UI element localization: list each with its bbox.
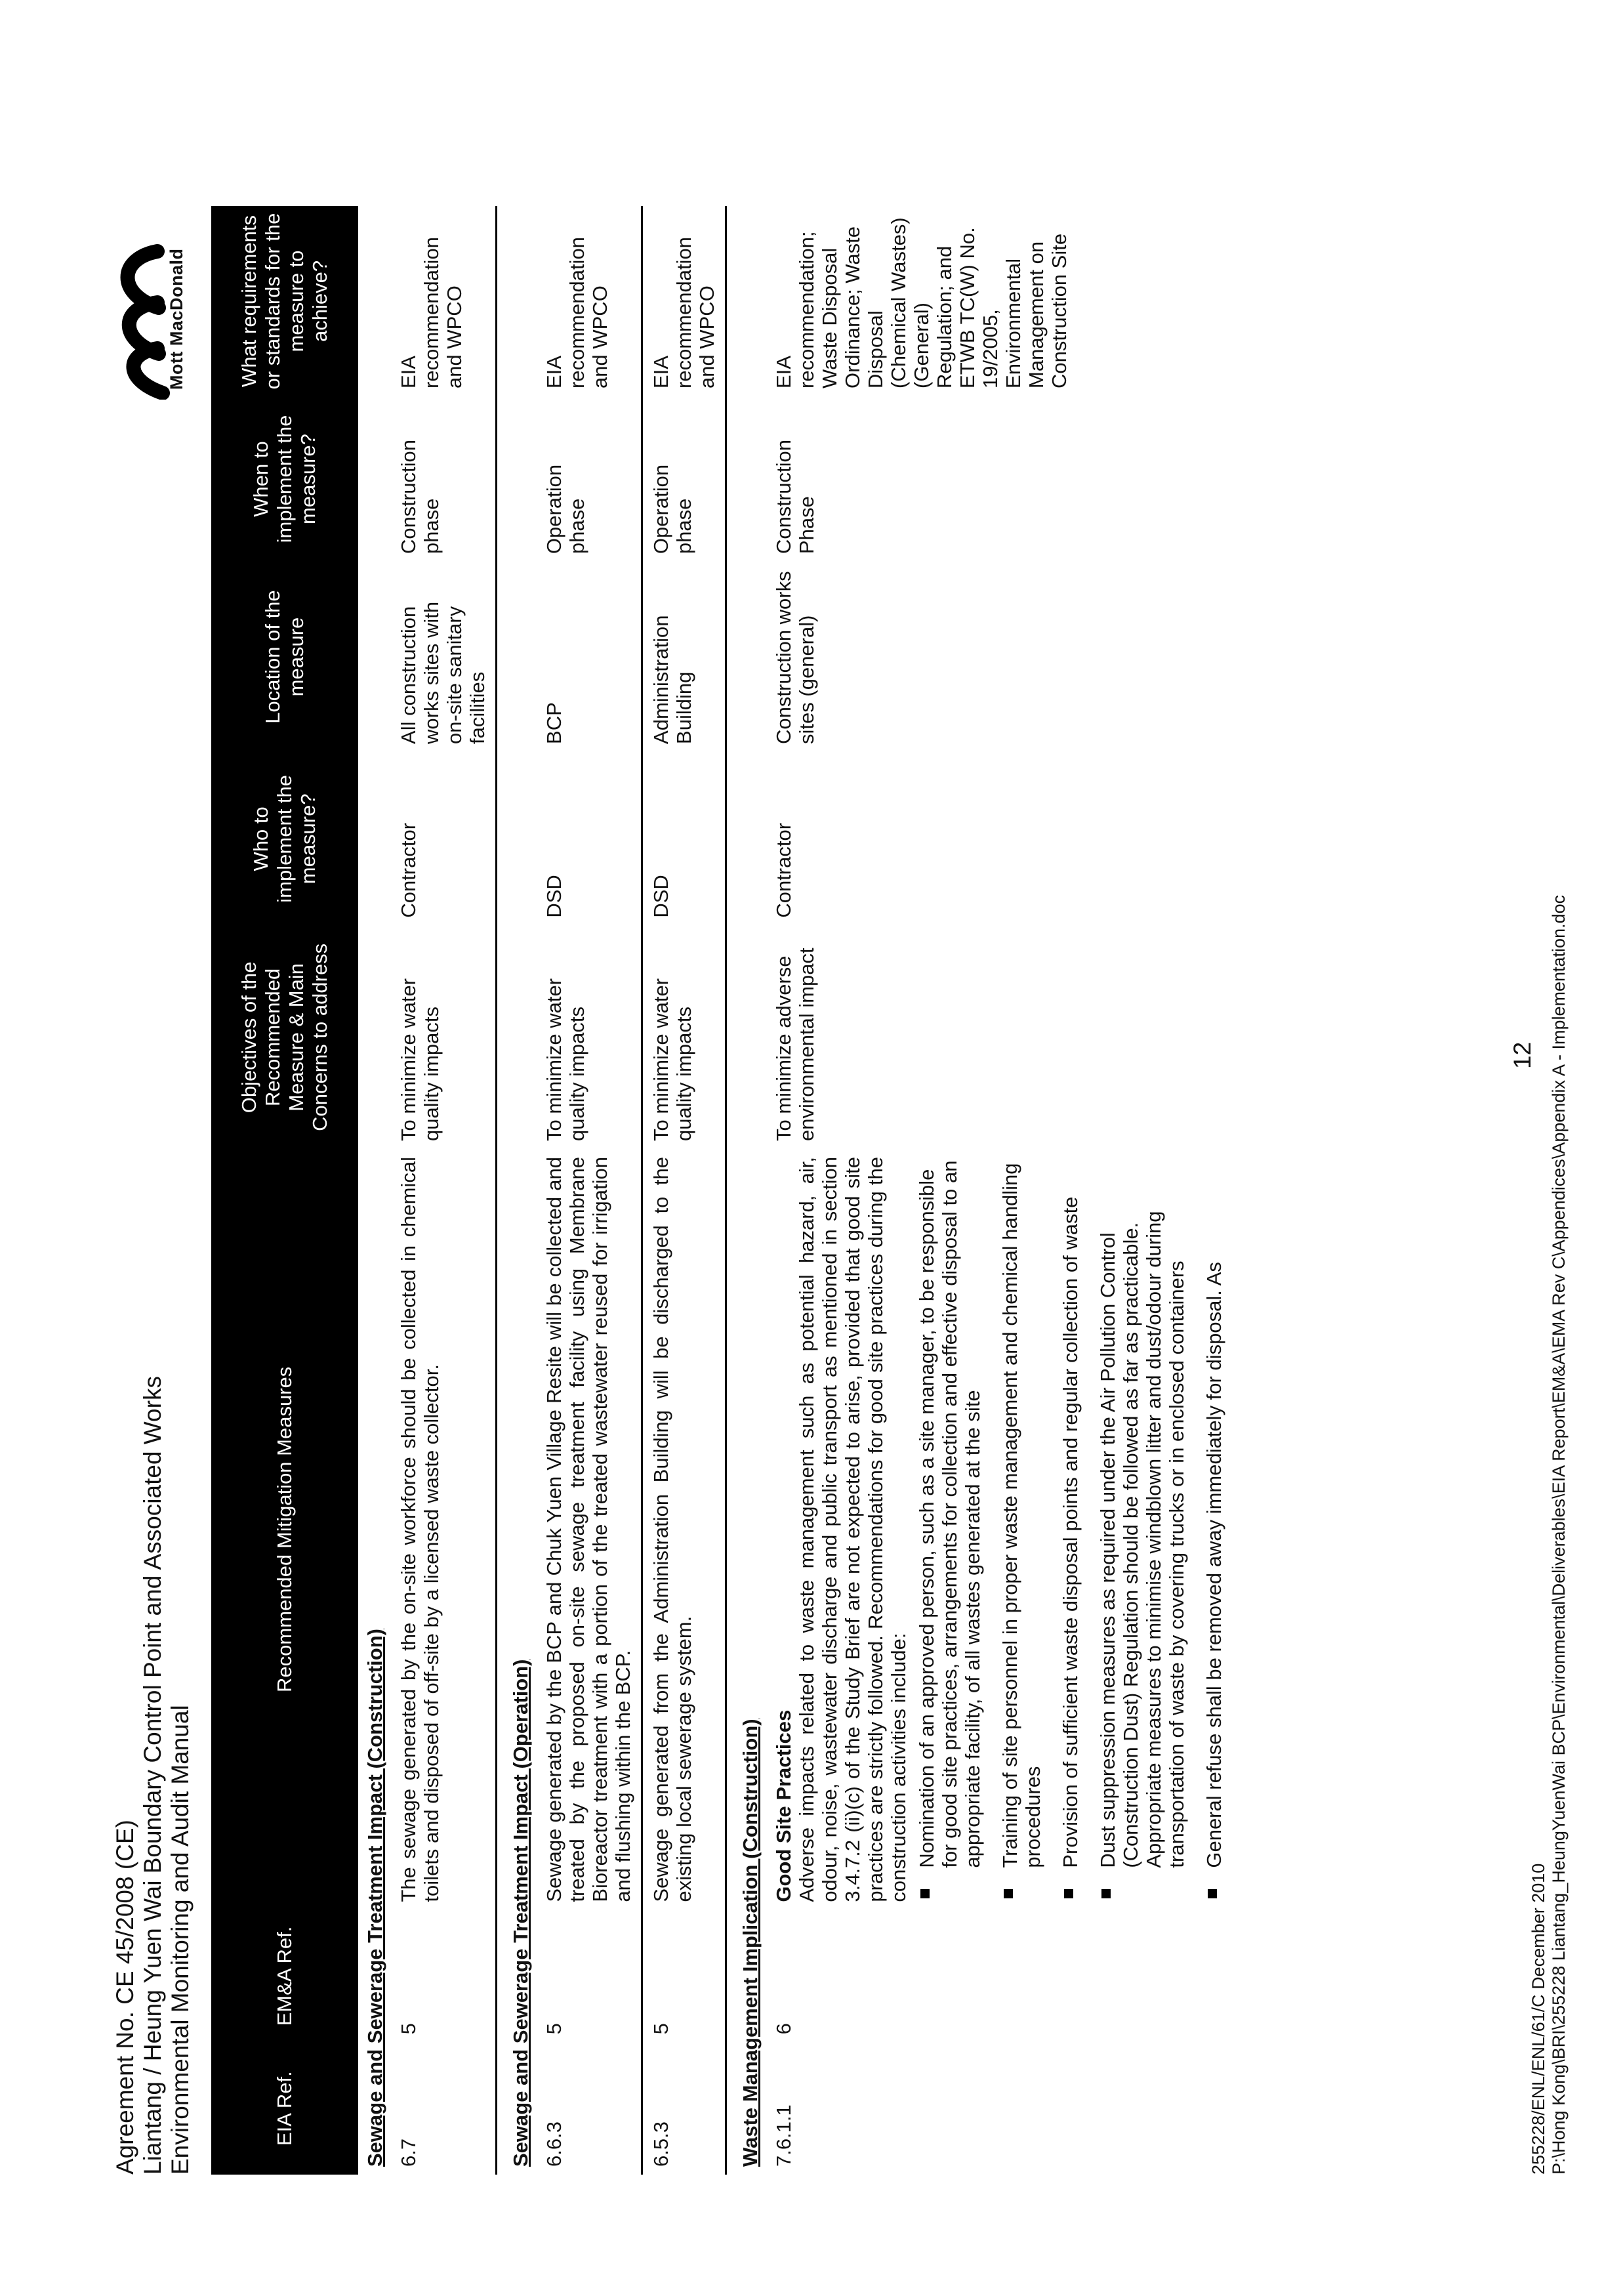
footer-reference: 255228/ENL/ENL/61/C December 2010: [1529, 1863, 1548, 2175]
list-item-text: Training of site personnel in proper waste management and chemical handling procedures: [998, 1163, 1044, 1868]
measure-text: Adverse impacts related to waste management such as potential hazard, air, odour, noise, wastewater discharge and public transport as mentioned in section 3.4.7.2 (ii)(c) of the Study Brief are not expected to arise, provided that good site practices are strictly followed. Recommendations for good site practices during the construction activities include:: [795, 1157, 910, 1902]
section-title: Sewage and Sewerage Treatment Impact (Construction): [363, 1629, 386, 2167]
objective-cell: To minimize water quality impacts: [536, 926, 642, 1149]
bullet-icon: [1004, 1889, 1013, 1898]
ema-ref-cell: 5: [642, 1910, 726, 2043]
col-when: When to implement the measure?: [211, 396, 358, 562]
eia-ref-cell: 7.6.1.1: [772, 2104, 795, 2167]
list-item-text: Provision of sufficient waste disposal points and regular collection of waste: [1059, 1196, 1082, 1868]
section-title: Sewage and Sewerage Treatment Impact (Operation): [509, 1659, 532, 2167]
objective-cell: To minimize water quality impacts: [642, 926, 726, 1149]
bullet-icon: [920, 1889, 930, 1898]
col-ema-ref: EM&A Ref.: [211, 1910, 358, 2043]
requirement-cell: EIA recommendation and WPCO: [390, 206, 497, 396]
divider: [726, 206, 734, 2175]
requirement-cell: EIA recommendation and WPCO: [536, 206, 642, 396]
table-row: [766, 206, 1246, 2175]
col-objectives: Objectives of the Recommended Measure & Main Concerns to address: [211, 926, 358, 1149]
agreement-number: Agreement No. CE 45/2008 (CE): [112, 1820, 138, 2175]
col-requirements: What requirements or standards for the measure to achieve?: [211, 206, 358, 396]
eia-ref-cell: 6.7: [390, 2042, 497, 2175]
requirement-cell: EIA recommendation and WPCO: [642, 206, 726, 396]
table-row: [642, 206, 726, 2175]
col-measures: Recommended Mitigation Measures: [211, 1149, 358, 1910]
manual-title: Environmental Monitoring and Audit Manual: [167, 1705, 194, 2175]
location-cell: Construction works sites (general): [772, 571, 818, 744]
ema-ref-cell: 5: [536, 1910, 642, 2043]
when-cell: Construction phase: [390, 396, 497, 562]
document-header: [112, 1376, 194, 2175]
measure-heading: Good Site Practices: [772, 1709, 795, 1902]
list-item-text: General refuse shall be removed away immediately for disposal. As: [1202, 1262, 1225, 1868]
list-item: [1202, 1157, 1225, 1868]
eia-ref-cell: 6.5.3: [642, 2042, 726, 2175]
when-cell: Construction Phase: [772, 440, 818, 554]
document-footer: [1529, 895, 1569, 2175]
col-location: Location of the measure: [211, 562, 358, 752]
requirement-cell: EIA recommendation; Waste Disposal Ordinance; Waste Disposal (Chemical Wastes) (General) Regulation; and ETWB TC(W) No. 19/2005, Environmental Management on Construction Site: [772, 217, 1071, 388]
footer-file-path: P:\Hong Kong\BRI\255228 Liantang_HeungYuenWai BCP\Environmental\Deliverables\EIA Report\EM&A\EMA Rev C\Appendices\Appendix A - Implementation.doc: [1549, 894, 1569, 2175]
bullet-icon: [1208, 1889, 1217, 1898]
ema-ref-cell: 5: [390, 1910, 497, 2043]
practice-list: [915, 1157, 1225, 1902]
section-heading-row: [504, 206, 536, 2175]
project-title: Liantang / Heung Yuen Wai Boundary Control Point and Associated Works: [139, 1376, 166, 2175]
list-item: [915, 1157, 984, 1868]
col-who: Who to implement the measure?: [211, 752, 358, 926]
table-row: [536, 206, 642, 2175]
who-cell: Contractor: [390, 752, 497, 926]
bullet-icon: [1101, 1889, 1111, 1898]
bullet-icon: [1064, 1889, 1073, 1898]
logo-wordmark: Mott MacDonald: [167, 248, 186, 390]
when-cell: Operation phase: [642, 396, 726, 562]
location-cell: BCP: [536, 562, 642, 752]
section-title: Waste Management Implication (Construction): [739, 1719, 762, 2167]
list-item: [1059, 1157, 1082, 1868]
measure-cell: Sewage generated by the BCP and Chuk Yuen Village Resite will be collected and treated by the proposed on-site sewage treatment facility using Membrane Bioreactor treatment with a portion of the treated wastewater reused for irrigation and flushing within the BCP.: [536, 1149, 642, 1910]
list-item-text: Nomination of an approved person, such as a site manager, to be responsible for good site practices, arrangements for collection and effective disposal to an appropriate facility, of all wastes generated at the site: [915, 1160, 984, 1868]
eia-ref-cell: 6.6.3: [536, 2042, 642, 2175]
measure-cell: The sewage generated by the on-site workforce should be collected in chemical toilets and disposed of off-site by a licensed waste collector.: [390, 1149, 497, 1910]
table-row: [390, 206, 497, 2175]
implementation-schedule-table: [211, 206, 1246, 2175]
section-heading-row: [733, 206, 766, 2175]
page-number: 12: [1509, 1041, 1536, 1069]
objective-cell: To minimize adverse environmental impact: [772, 948, 818, 1141]
who-cell: DSD: [642, 752, 726, 926]
list-item: [998, 1157, 1044, 1868]
who-cell: DSD: [536, 752, 642, 926]
list-item: [1096, 1157, 1188, 1868]
col-eia-ref: EIA Ref.: [211, 2042, 358, 2175]
location-cell: All construction works sites with on-site sanitary facilities: [390, 562, 497, 752]
list-item-text: Dust suppression measures as required under the Air Pollution Control (Construction Dust) Regulation should be followed as far as practicable. Appropriate measures to minimise windblown litter and dust/odour during transportation of waste by covering trucks or in enclosed containers: [1096, 1211, 1188, 1868]
divider: [497, 206, 504, 2175]
ema-ref-cell: 6: [772, 2023, 795, 2035]
who-cell: Contractor: [772, 822, 795, 918]
objective-cell: To minimize water quality impacts: [390, 926, 497, 1149]
measure-cell: Sewage generated from the Administration Building will be discharged to the existing local sewerage system.: [642, 1149, 726, 1910]
measure-cell: [766, 1149, 1246, 1910]
when-cell: Operation phase: [536, 396, 642, 562]
section-heading-row: [358, 206, 390, 2175]
location-cell: Administration Building: [642, 562, 726, 752]
table-header-row: [211, 206, 358, 2175]
